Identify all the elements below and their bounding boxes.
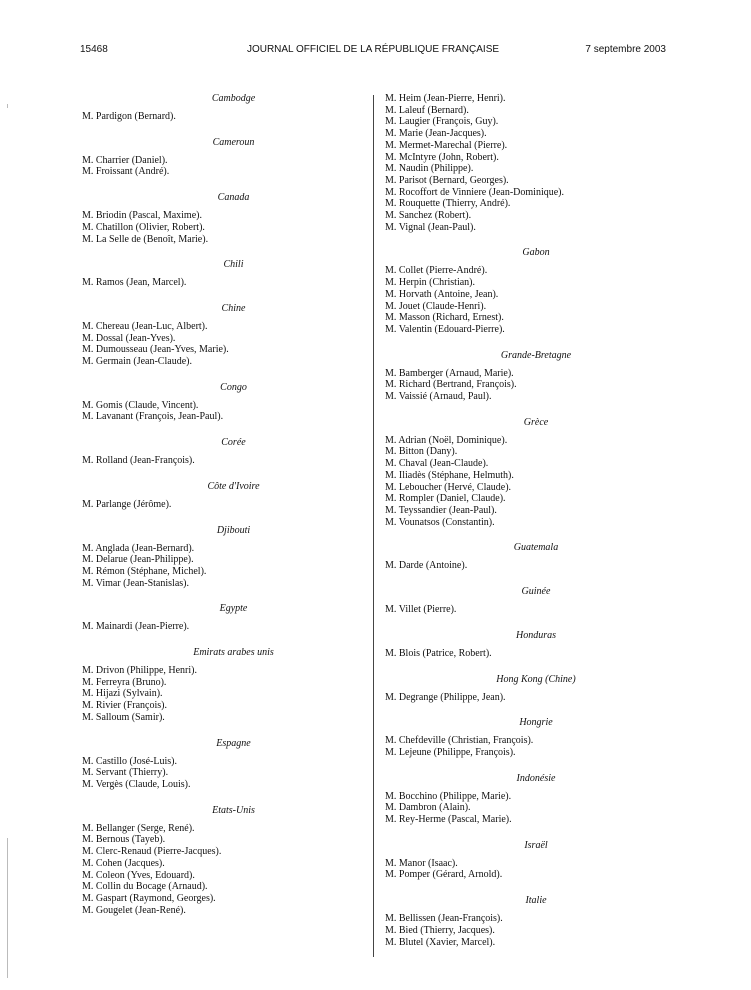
person-entry: M. Chaval (Jean-Claude). (385, 458, 489, 470)
country-heading: Côte d'Ivoire (207, 480, 260, 492)
person-entry: M. Villet (Pierre). (385, 604, 457, 616)
country-heading: Cameroun (212, 136, 255, 148)
country-heading: Hongrie (519, 717, 553, 729)
person-entry: M. Lejeune (Philippe, François). (385, 746, 516, 758)
country-heading: Grèce (523, 416, 549, 428)
person-entry: M. Salloum (Samir). (82, 711, 165, 723)
country-heading: Guatemala (513, 542, 559, 554)
person-entry: M. Teyssandier (Jean-Paul). (385, 504, 497, 516)
person-entry: M. Charrier (Daniel). (82, 154, 168, 166)
country-heading: Hong Kong (Chine) (496, 673, 576, 685)
person-entry: M. Vergès (Claude, Louis). (82, 778, 191, 790)
person-entry: M. Gomis (Claude, Vincent). (82, 399, 199, 411)
name-list (82, 756, 365, 791)
person-entry: M. Chereau (Jean-Luc, Albert). (82, 320, 208, 332)
person-entry: M. Marie (Jean-Jacques). (385, 128, 487, 140)
country-heading: Canada (217, 192, 250, 204)
person-entry: M. Bernous (Tayeb). (82, 834, 166, 846)
name-list (82, 543, 365, 590)
scan-edge-mark (7, 104, 8, 108)
name-list (385, 265, 667, 335)
person-entry: M. Mainardi (Jean-Pierre). (82, 621, 190, 633)
name-list (385, 435, 667, 529)
person-entry: M. Vounatsos (Constantin). (385, 516, 495, 528)
person-entry: M. Laugier (François, Guy). (385, 116, 499, 128)
person-entry: M. McIntyre (John, Robert). (385, 151, 499, 163)
person-entry: M. Bitton (Dany). (385, 446, 458, 458)
country-heading: Chili (223, 259, 244, 271)
name-list (82, 621, 365, 633)
name-list (82, 277, 365, 289)
country-section-chine (82, 303, 365, 368)
name-list (385, 648, 667, 660)
country-section-grande-bretagne (385, 350, 667, 403)
person-entry: M. Darde (Antoine). (385, 560, 468, 572)
country-heading: Espagne (216, 737, 251, 749)
name-list (385, 560, 667, 572)
country-section-cameroun (82, 137, 365, 178)
country-heading: Cambodge (211, 93, 256, 104)
name-list (385, 93, 667, 233)
publication-date: 7 septembre 2003 (585, 44, 666, 55)
person-entry: M. Rompler (Daniel, Claude). (385, 493, 506, 505)
person-entry: M. Dumousseau (Jean-Yves, Marie). (82, 344, 229, 356)
person-entry: M. Chatillon (Olivier, Robert). (82, 221, 205, 233)
person-entry: M. Servant (Thierry). (82, 767, 169, 779)
person-entry: M. Naudin (Philippe). (385, 163, 474, 175)
country-section-chili (82, 259, 365, 289)
right-column (385, 93, 667, 948)
person-entry: M. Manor (Isaac). (385, 857, 458, 869)
country-section-coree (82, 437, 365, 467)
person-entry: M. Drivon (Philippe, Henri). (82, 665, 197, 677)
person-entry: M. Gougelet (Jean-René). (82, 904, 186, 916)
country-heading: Indonésie (516, 772, 556, 784)
name-list (82, 455, 365, 467)
person-entry: M. Briodin (Pascal, Maxime). (82, 210, 202, 222)
country-section-honduras (385, 630, 667, 660)
page-header (80, 44, 666, 58)
name-list (82, 400, 365, 423)
person-entry: M. Rolland (Jean-François). (82, 455, 195, 467)
country-heading: Etats-Unis (212, 804, 255, 816)
scan-edge-mark (7, 838, 8, 978)
person-entry: M. Blois (Patrice, Robert). (385, 647, 492, 659)
country-heading: Italie (525, 895, 547, 907)
column-divider (373, 95, 374, 957)
person-entry: M. Castillo (José-Luis). (82, 755, 177, 767)
name-list (82, 155, 365, 178)
person-entry: M. Rémon (Stéphane, Michel). (82, 565, 207, 577)
country-heading: Djibouti (216, 524, 251, 536)
country-section-hong-kong-chine (385, 674, 667, 704)
country-heading: Guinée (521, 586, 551, 598)
person-entry: M. Degrange (Philippe, Jean). (385, 691, 506, 703)
name-list (385, 791, 667, 826)
country-section-cambodge (82, 93, 365, 123)
country-heading: Gabon (522, 247, 550, 259)
country-heading: Grande-Bretagne (500, 349, 572, 361)
person-entry: M. Germain (Jean-Claude). (82, 356, 192, 368)
person-entry: M. Gaspart (Raymond, Georges). (82, 892, 216, 904)
journal-title: JOURNAL OFFICIEL DE LA RÉPUBLIQUE FRANÇAISE (246, 44, 500, 55)
person-entry: M. Parlange (Jérôme). (82, 498, 172, 510)
name-list (385, 604, 667, 616)
person-entry: M. Herpin (Christian). (385, 277, 475, 289)
name-list (385, 858, 667, 881)
page-number: 15468 (80, 44, 108, 55)
person-entry: M. Rivier (François). (82, 700, 167, 712)
country-section-egypte (82, 603, 365, 633)
country-section-italie (385, 895, 667, 948)
person-entry: M. Collet (Pierre-André). (385, 265, 488, 277)
person-entry: M. Richard (Bertrand, François). (385, 379, 517, 391)
person-entry: M. Anglada (Jean-Bernard). (82, 542, 195, 554)
country-heading: Israël (524, 839, 548, 851)
person-entry: M. Bamberger (Arnaud, Marie). (385, 367, 514, 379)
person-entry: M. Coleon (Yves, Edouard). (82, 869, 195, 881)
person-entry: M. Jouet (Claude-Henri). (385, 300, 487, 312)
country-heading: Emirats arabes unis (193, 647, 274, 659)
name-list (82, 321, 365, 368)
country-section-espagne (82, 738, 365, 791)
person-entry: M. Heim (Jean-Pierre, Henri). (385, 93, 506, 104)
person-entry: M. Adrian (Noël, Dominique). (385, 434, 508, 446)
person-entry: M. Dambron (Alain). (385, 802, 471, 814)
person-entry: M. Chefdeville (Christian, François). (385, 735, 534, 747)
person-entry: M. Pardigon (Bernard). (82, 111, 176, 122)
country-section-gabon (385, 247, 667, 335)
person-entry: M. Blutel (Xavier, Marcel). (385, 936, 496, 948)
person-entry: M. Masson (Richard, Ernest). (385, 312, 504, 324)
country-heading: Corée (221, 437, 246, 449)
person-entry: M. Pomper (Gérard, Arnold). (385, 869, 503, 881)
country-section-grece (385, 417, 667, 529)
person-entry: M. Lavanant (François, Jean-Paul). (82, 411, 224, 423)
person-entry: M. Froissant (André). (82, 166, 170, 178)
person-entry: M. Rey-Herme (Pascal, Marie). (385, 814, 512, 826)
person-entry: M. Bied (Thierry, Jacques). (385, 924, 495, 936)
name-list (385, 692, 667, 704)
country-section-guinee (385, 586, 667, 616)
person-entry: M. La Selle de (Benoît, Marie). (82, 233, 209, 245)
person-entry: M. Ferreyra (Bruno). (82, 676, 167, 688)
name-list (385, 735, 667, 758)
country-heading: Chine (221, 302, 246, 314)
person-entry: M. Sanchez (Robert). (385, 210, 472, 222)
country-heading: Honduras (515, 629, 556, 641)
country-heading: Egypte (219, 603, 248, 615)
person-entry: M. Laleuf (Bernard). (385, 104, 469, 116)
person-entry: M. Leboucher (Hervé, Claude). (385, 481, 512, 493)
name-list (82, 499, 365, 511)
person-entry: M. Iliadès (Stéphane, Helmuth). (385, 469, 514, 481)
name-list (82, 210, 365, 245)
person-entry: M. Bocchino (Philippe, Marie). (385, 790, 512, 802)
name-list (82, 665, 365, 724)
country-section-emirats-arabes-unis (82, 647, 365, 724)
country-heading: Congo (220, 381, 247, 393)
person-entry: M. Dossal (Jean-Yves). (82, 332, 176, 344)
country-section-cote-d-ivoire (82, 481, 365, 511)
person-entry: M. Delarue (Jean-Philippe). (82, 554, 194, 566)
person-entry: M. Mermet-Marechal (Pierre). (385, 139, 508, 151)
name-list (82, 823, 365, 917)
person-entry: M. Ramos (Jean, Marcel). (82, 277, 187, 289)
person-entry: M. Horvath (Antoine, Jean). (385, 288, 499, 300)
person-entry: M. Parisot (Bernard, Georges). (385, 174, 509, 186)
name-list (385, 913, 667, 948)
person-entry: M. Vimar (Jean-Stanislas). (82, 577, 189, 589)
country-section-guatemala (385, 542, 667, 572)
country-section-continued (385, 93, 667, 233)
country-section-djibouti (82, 525, 365, 590)
person-entry: M. Bellissen (Jean-François). (385, 913, 503, 925)
person-entry: M. Clerc-Renaud (Pierre-Jacques). (82, 846, 222, 858)
country-section-israel (385, 840, 667, 881)
person-entry: M. Vignal (Jean-Paul). (385, 221, 476, 233)
person-entry: M. Bellanger (Serge, René). (82, 822, 195, 834)
name-list (385, 368, 667, 403)
person-entry: M. Valentin (Edouard-Pierre). (385, 323, 505, 335)
person-entry: M. Rouquette (Thierry, André). (385, 198, 511, 210)
country-section-etats-unis (82, 805, 365, 917)
country-section-congo (82, 382, 365, 423)
country-section-canada (82, 192, 365, 245)
person-entry: M. Cohen (Jacques). (82, 857, 165, 869)
country-section-indonesie (385, 773, 667, 826)
person-entry: M. Hijazi (Sylvain). (82, 688, 163, 700)
left-column (82, 93, 365, 916)
person-entry: M. Vaissié (Arnaud, Paul). (385, 391, 492, 403)
person-entry: M. Rocoffort de Vinniere (Jean-Dominique). (385, 186, 564, 198)
country-section-hongrie (385, 717, 667, 758)
name-list (82, 111, 365, 123)
person-entry: M. Collin du Bocage (Arnaud). (82, 881, 208, 893)
